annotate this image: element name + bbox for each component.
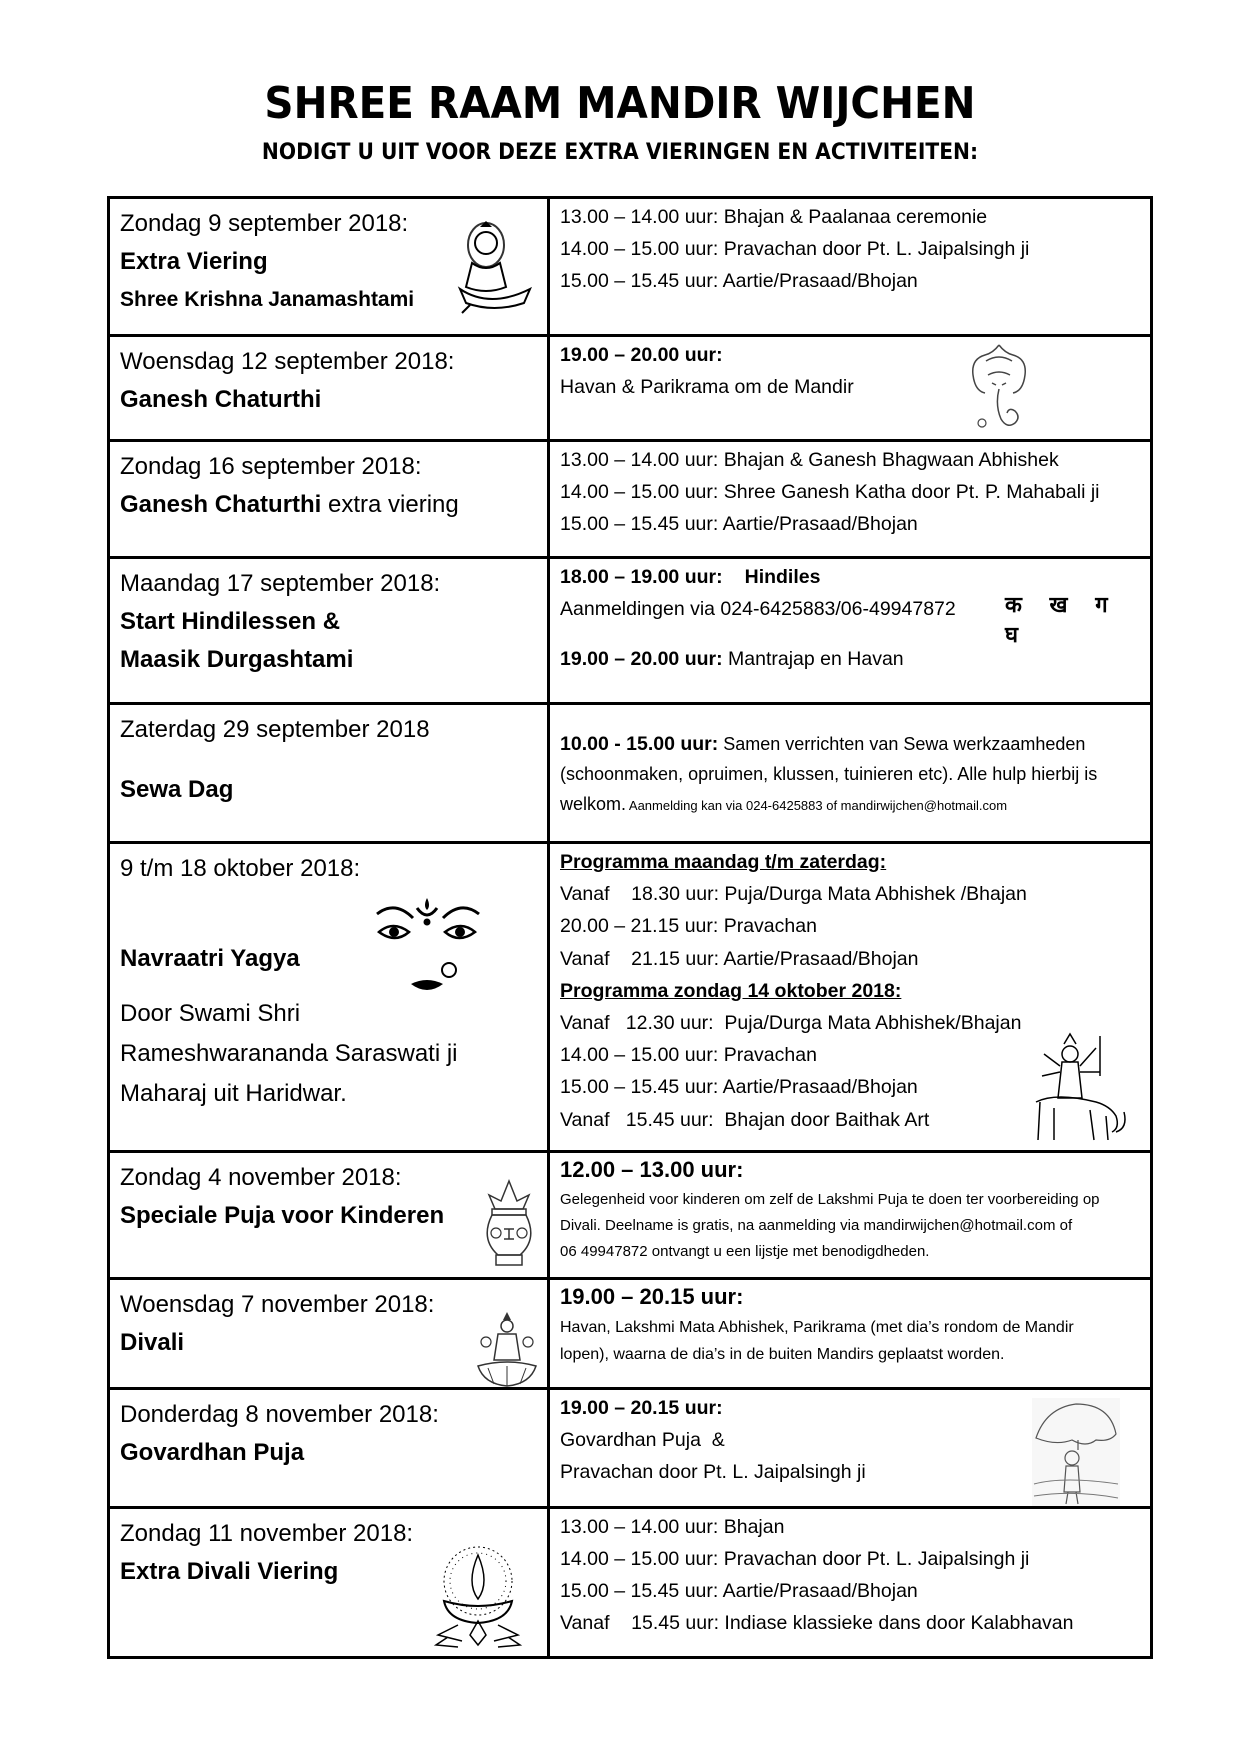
schedule-item: 13.00 – 14.00 uur: Bhajan & Paalanaa ceremonie xyxy=(560,206,988,228)
event-schedule-cell xyxy=(549,843,1152,1152)
schedule-item: 14.00 – 15.00 uur: Shree Ganesh Katha door Pt. P. Mahabali ji xyxy=(560,481,1100,503)
schedule-item: 15.00 – 15.45 uur: Aartie/Prasaad/Bhojan xyxy=(560,1076,918,1099)
event-date: Woensdag 7 november 2018: xyxy=(120,1291,435,1318)
event-name: Navraatri Yagya xyxy=(120,945,300,972)
schedule-line: Havan, Lakshmi Mata Abhishek, Parikrama (met dia’s rondom de Mandir xyxy=(560,1319,1074,1336)
events-table xyxy=(107,196,1153,1659)
schedule-line: lopen), waarna de dia’s in de buiten Mandirs geplaatst worden. xyxy=(560,1346,1005,1363)
schedule-item: Havan & Parikrama om de Mandir xyxy=(560,376,854,398)
event-date: 9 t/m 18 oktober 2018: xyxy=(120,855,361,882)
event-info-cell xyxy=(109,441,549,558)
event-schedule-cell xyxy=(549,1508,1152,1658)
schedule-item: 15.00 – 15.45 uur: Aartie/Prasaad/Bhojan xyxy=(560,513,918,535)
event-name: Start Hindilessen & xyxy=(120,608,341,635)
event-info-cell xyxy=(109,1152,549,1279)
schedule-title: Hindiles xyxy=(744,566,821,588)
table-row xyxy=(109,198,1152,336)
schedule-item: Vanaf 15.45 uur: Bhajan door Baithak Art xyxy=(560,1108,930,1131)
event-name: Divali xyxy=(120,1329,185,1356)
schedule-item: Pravachan door Pt. L. Jaipalsingh ji xyxy=(560,1461,866,1483)
schedule-item: 14.00 – 15.00 uur: Pravachan door Pt. L. Jaipalsingh ji xyxy=(560,238,1030,260)
schedule-time: 19.00 – 20.15 uur: xyxy=(560,1284,744,1309)
schedule-item: 14.00 – 15.00 uur: Pravachan xyxy=(560,1044,817,1067)
schedule-item: Vanaf 12.30 uur: Puja/Durga Mata Abhishek/Bhajan xyxy=(560,1012,1022,1035)
event-name-line2: Maasik Durgashtami xyxy=(120,646,354,673)
schedule-line: Gelegenheid voor kinderen om zelf de Lakshmi Puja te doen ter voorbereiding op xyxy=(560,1191,1100,1208)
diya-lamp-icon xyxy=(428,1541,532,1651)
event-name-suffix: extra viering xyxy=(321,491,459,518)
event-date: Donderdag 8 november 2018: xyxy=(120,1401,439,1428)
schedule-time: 12.00 – 13.00 uur: xyxy=(560,1157,744,1182)
event-description: Door Swami Shri xyxy=(120,1000,301,1027)
schedule-item: 13.00 – 14.00 uur: Bhajan & Ganesh Bhagwaan Abhishek xyxy=(560,449,1059,471)
ganesh-icon xyxy=(968,341,1030,433)
schedule-item: 13.00 – 14.00 uur: Bhajan xyxy=(560,1516,785,1538)
schedule-time: 19.00 – 20.15 uur: xyxy=(560,1397,723,1419)
event-name: Extra Divali Viering xyxy=(120,1558,339,1585)
schedule-item: Vanaf 15.45 uur: Indiase klassieke dans door Kalabhavan xyxy=(560,1612,1074,1634)
schedule-time: 18.00 – 19.00 uur: xyxy=(560,566,723,588)
schedule-item: Vanaf 21.15 uur: Aartie/Prasaad/Bhojan xyxy=(560,947,919,970)
registration-info: Aanmeldingen via 024-6425883/06-49947872 xyxy=(560,598,956,620)
event-name: Sewa Dag xyxy=(120,776,234,803)
event-schedule-cell xyxy=(549,1152,1152,1279)
event-schedule-cell xyxy=(549,558,1152,704)
table-row xyxy=(109,558,1152,704)
schedule-line: Divali. Deelname is gratis, na aanmelding via mandirwijchen@hotmail.com of xyxy=(560,1217,1073,1234)
schedule-item: Vanaf 18.30 uur: Puja/Durga Mata Abhishek /Bhajan xyxy=(560,883,1027,906)
schedule-item: 15.00 – 15.45 uur: Aartie/Prasaad/Bhojan xyxy=(560,270,918,292)
page-subtitle: NODIGT U UIT VOOR DEZE EXTRA VIERINGEN EN ACTIVITEITEN: xyxy=(261,140,979,165)
event-info-cell xyxy=(109,198,549,336)
lakshmi-icon xyxy=(474,1310,540,1390)
event-date: Zondag 16 september 2018: xyxy=(120,453,422,480)
schedule-text: Samen verrichten van Sewa werkzaamheden (schoonmaken, opruimen, klussen, tuinieren etc). Alle hulp hierbij is welkom. xyxy=(560,734,1098,814)
event-name: Extra Viering xyxy=(120,248,268,275)
event-schedule-cell xyxy=(549,336,1152,441)
event-date: Woensdag 12 september 2018: xyxy=(120,348,455,375)
event-date: Zondag 9 september 2018: xyxy=(120,210,409,237)
event-schedule-cell xyxy=(549,1279,1152,1389)
event-date: Maandag 17 september 2018: xyxy=(120,570,441,597)
event-info-cell xyxy=(109,1279,549,1389)
table-row xyxy=(109,843,1152,1152)
schedule-time: 10.00 - 15.00 uur: xyxy=(560,733,719,755)
program-title: Programma zondag 14 oktober 2018: xyxy=(560,979,902,1002)
event-info-cell xyxy=(109,1389,549,1508)
event-name: Govardhan Puja xyxy=(120,1439,305,1466)
schedule-time: 19.00 – 20.00 uur: xyxy=(560,344,723,366)
event-name: Ganesh Chaturthi xyxy=(120,386,322,413)
event-info-cell xyxy=(109,336,549,441)
schedule-line: 06 49947872 ontvangt u een lijstje met benodigdheden. xyxy=(560,1243,930,1260)
program-title: Programma maandag t/m zaterdag: xyxy=(560,851,887,873)
schedule-item: 14.00 – 15.00 uur: Pravachan door Pt. L. Jaipalsingh ji xyxy=(560,1548,1030,1570)
table-row xyxy=(109,441,1152,558)
event-info-cell xyxy=(109,843,549,1152)
kalash-icon xyxy=(482,1179,536,1269)
table-row xyxy=(109,1152,1152,1279)
schedule-item: 20.00 – 21.15 uur: Pravachan xyxy=(560,915,817,938)
table-row xyxy=(109,1389,1152,1508)
event-description: Rameshwarananda Saraswati ji xyxy=(120,1040,458,1067)
event-name: Speciale Puja voor Kinderen xyxy=(120,1202,445,1229)
event-name: Ganesh Chaturthi xyxy=(120,491,322,518)
govardhan-icon xyxy=(1032,1398,1120,1506)
schedule-item: Mantrajap en Havan xyxy=(722,648,904,670)
event-schedule-cell xyxy=(549,1389,1152,1508)
registration-note: Aanmelding kan via 024-6425883 of mandirwijchen@hotmail.com xyxy=(626,798,1008,813)
durga-face-icon xyxy=(375,894,485,1006)
event-schedule-cell xyxy=(549,704,1152,843)
schedule-time: 19.00 – 20.00 uur: xyxy=(560,648,723,670)
schedule-item: 15.00 – 15.45 uur: Aartie/Prasaad/Bhojan xyxy=(560,1580,918,1602)
event-schedule-cell xyxy=(549,441,1152,558)
event-date: Zondag 4 november 2018: xyxy=(120,1164,402,1191)
table-row xyxy=(109,704,1152,843)
devanagari-letters: क ख ग घ xyxy=(1005,593,1118,648)
event-subname: Shree Krishna Janamashtami xyxy=(120,288,415,311)
table-row xyxy=(109,1508,1152,1658)
event-info-cell xyxy=(109,558,549,704)
table-row xyxy=(109,1279,1152,1389)
baby-krishna-icon xyxy=(450,219,536,315)
event-description: Maharaj uit Haridwar. xyxy=(120,1080,347,1107)
durga-on-tiger-icon xyxy=(1030,1032,1130,1144)
schedule-item: Govardhan Puja & xyxy=(560,1429,725,1451)
event-info-cell xyxy=(109,1508,549,1658)
page-title: SHREE RAAM MANDIR WIJCHEN xyxy=(264,78,976,129)
event-info-cell xyxy=(109,704,549,843)
table-row xyxy=(109,336,1152,441)
event-schedule-cell xyxy=(549,198,1152,336)
event-date: Zaterdag 29 september 2018 xyxy=(120,716,430,743)
event-date: Zondag 11 november 2018: xyxy=(120,1520,414,1547)
